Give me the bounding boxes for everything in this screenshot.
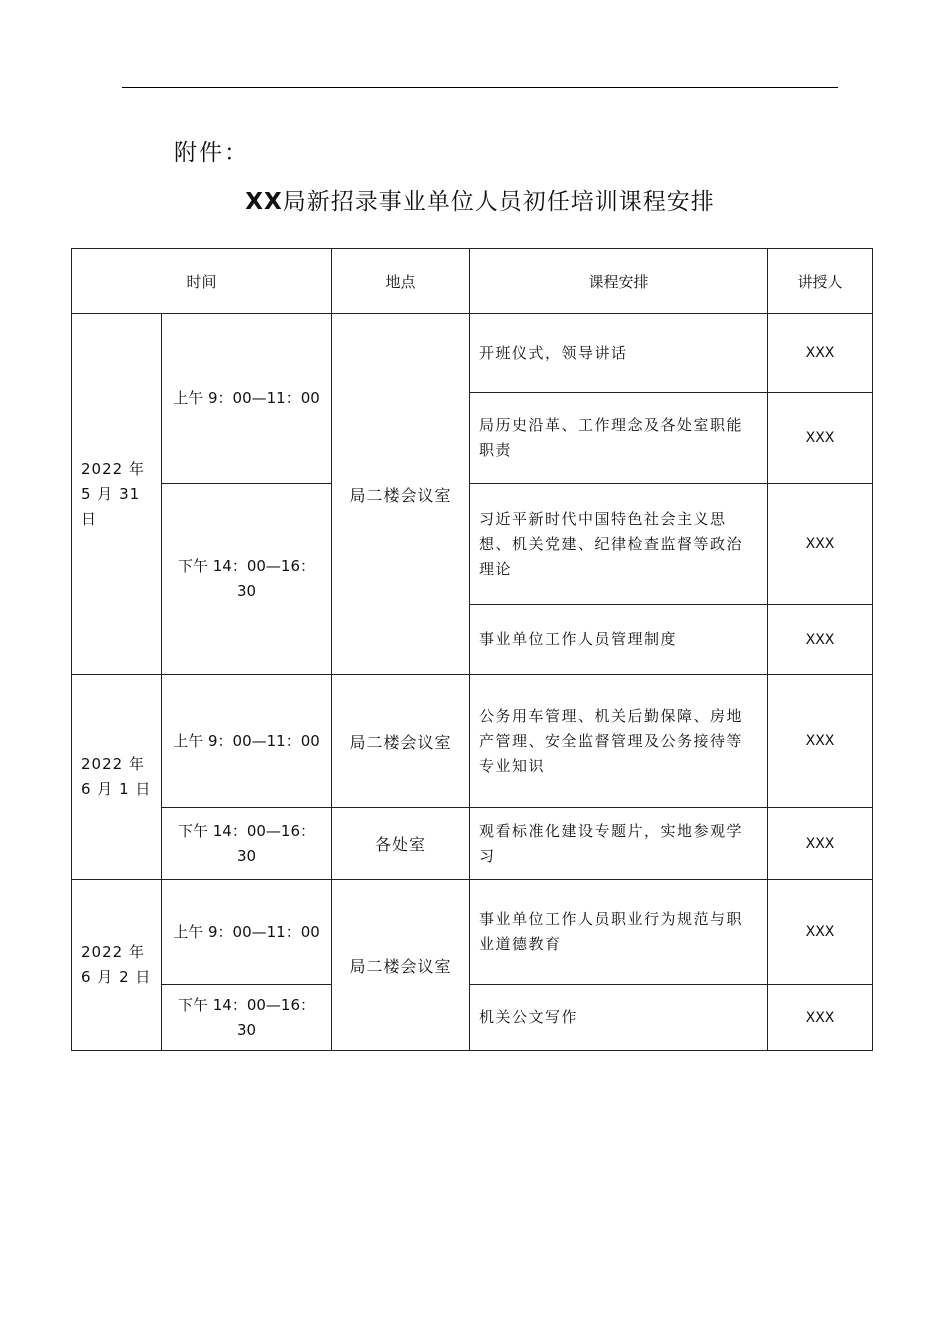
teacher-cell: XXX [768, 484, 873, 605]
course-cell: 事业单位工作人员职业行为规范与职业道德教育 [470, 880, 768, 985]
course-cell: 机关公文写作 [470, 985, 768, 1051]
course-cell: 公务用车管理、机关后勤保障、房地产管理、安全监督管理及公务接待等专业知识 [470, 675, 768, 808]
time-cell: 下午 14：00—16：30 [162, 484, 332, 675]
table-row [72, 880, 873, 985]
venue-cell: 局二楼会议室 [332, 880, 470, 1051]
col-header-time: 时间 [72, 249, 332, 314]
date-cell: 2022 年 6 月 2 日 [72, 880, 162, 1051]
teacher-cell: XXX [768, 314, 873, 393]
teacher-cell: XXX [768, 393, 873, 484]
document-title [0, 183, 950, 216]
table-row [72, 985, 873, 1051]
venue-cell: 各处室 [332, 808, 470, 880]
schedule-table [71, 248, 873, 1051]
table-row [72, 675, 873, 808]
date-cell: 2022 年 5 月 31 日 [72, 314, 162, 675]
teacher-cell: XXX [768, 675, 873, 808]
time-cell: 上午 9：00—11：00 [162, 880, 332, 985]
title-text: 局新招录事业单位人员初任培训课程安排 [282, 189, 715, 215]
table-header-row [72, 249, 873, 314]
table-row [72, 314, 873, 393]
teacher-cell: XXX [768, 605, 873, 675]
table-row [72, 808, 873, 880]
course-cell: 观看标准化建设专题片，实地参观学习 [470, 808, 768, 880]
col-header-teacher: 讲授人 [768, 249, 873, 314]
course-cell: 事业单位工作人员管理制度 [470, 605, 768, 675]
title-prefix: XX [245, 189, 283, 215]
time-cell: 下午 14：00—16：30 [162, 985, 332, 1051]
date-cell: 2022 年 6 月 1 日 [72, 675, 162, 880]
col-header-course: 课程安排 [470, 249, 768, 314]
course-cell: 习近平新时代中国特色社会主义思想、机关党建、纪律检查监督等政治理论 [470, 484, 768, 605]
course-cell: 局历史沿革、工作理念及各处室职能职责 [470, 393, 768, 484]
time-cell: 下午 14：00—16：30 [162, 808, 332, 880]
attachment-label: 附件： [174, 140, 249, 166]
time-cell: 上午 9：00—11：00 [162, 675, 332, 808]
course-cell: 开班仪式，领导讲话 [470, 314, 768, 393]
table-row [72, 484, 873, 605]
venue-cell: 局二楼会议室 [332, 314, 470, 675]
header-rule [122, 87, 838, 88]
teacher-cell: XXX [768, 880, 873, 985]
time-cell: 上午 9：00—11：00 [162, 314, 332, 484]
venue-cell: 局二楼会议室 [332, 675, 470, 808]
teacher-cell: XXX [768, 985, 873, 1051]
col-header-venue: 地点 [332, 249, 470, 314]
teacher-cell: XXX [768, 808, 873, 880]
